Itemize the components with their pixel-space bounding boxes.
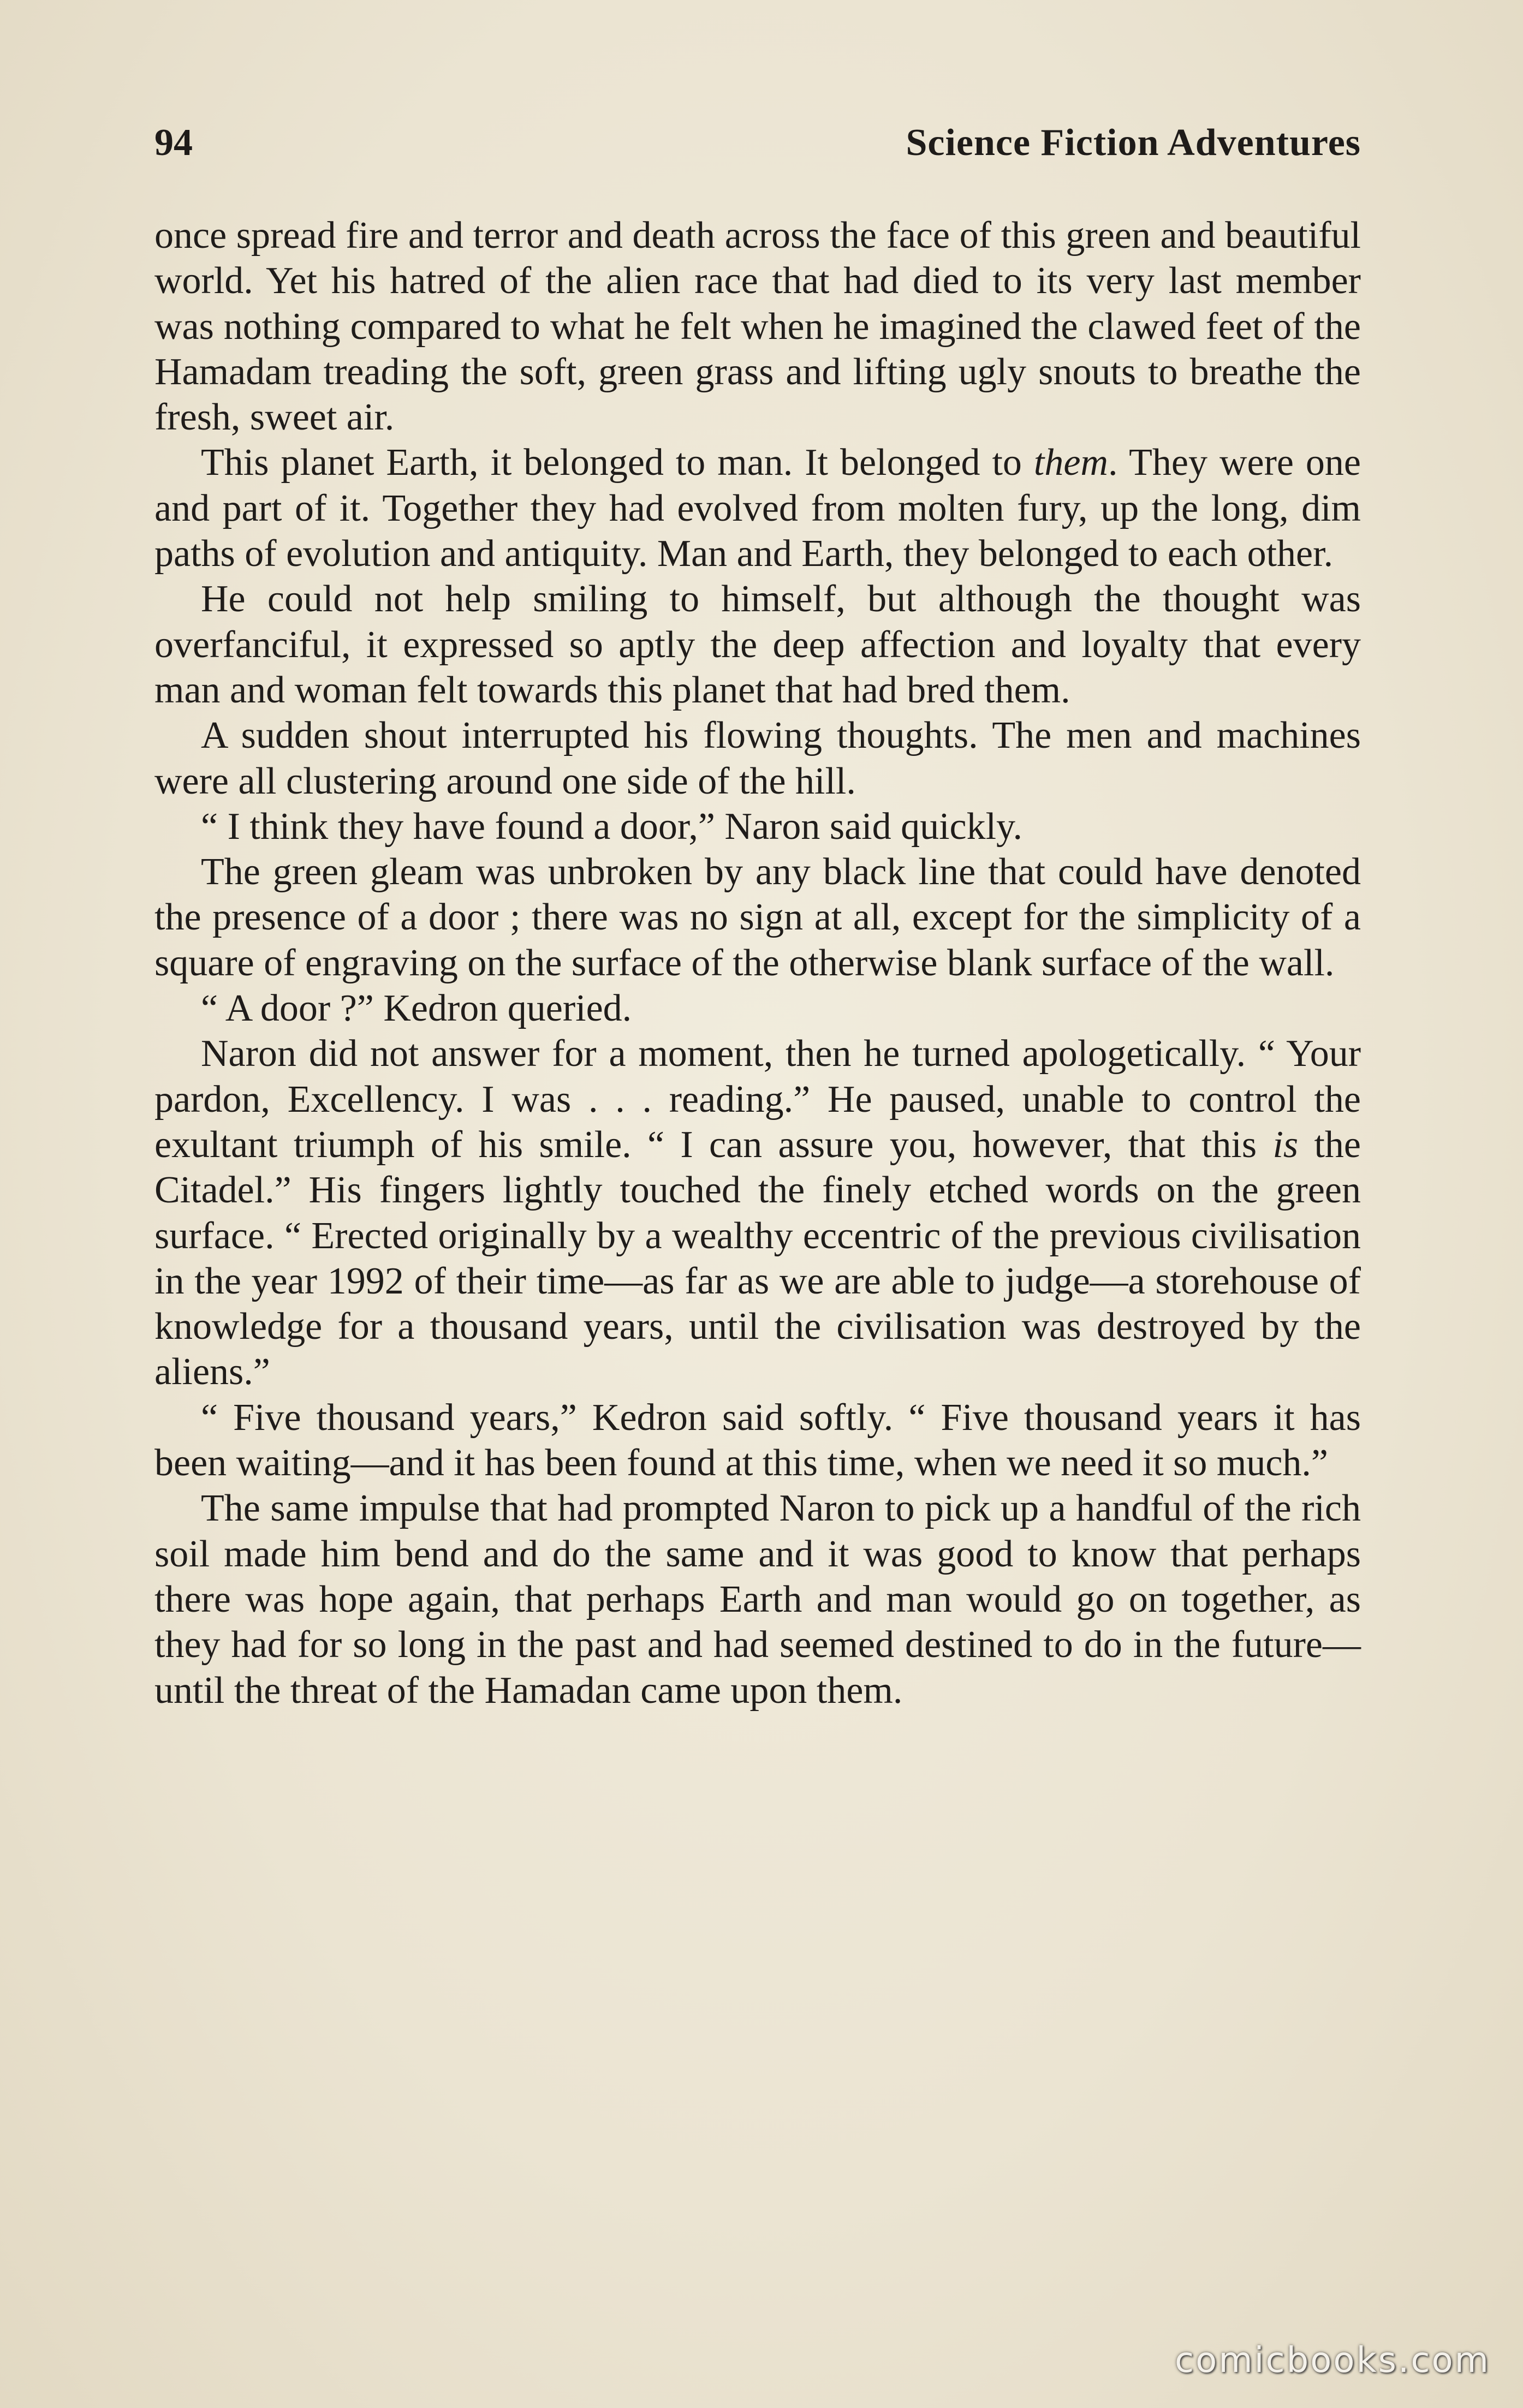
body-text <box>154 213 1361 1713</box>
page-number: 94 <box>154 122 193 164</box>
paragraph: This planet Earth, it belonged to man. It belonged to them. They were one and part of it. Together they had evolved from molten fury, up the long, dim paths of evolution and antiquity. Man and Earth, they belonged to each other. <box>154 442 1361 575</box>
running-title: Science Fiction Adventures <box>906 122 1361 164</box>
paragraph: The green gleam was unbroken by any black line that could have denoted the presence of a door ; there was no sign at all, except for the simplicity of a square of engraving on the surface of the otherwise blank surface of the wall. <box>154 851 1361 984</box>
page-header <box>154 121 1361 181</box>
paragraph: He could not help smiling to himself, but although the thought was overfanciful, it expressed so aptly the deep affection and loyalty that every man and woman felt towards this planet that had bred them. <box>154 578 1361 711</box>
paragraph: A sudden shout interrupted his flowing thoughts. The men and machines were all clustering around one side of the hill. <box>154 714 1361 802</box>
paragraph: “ A door ?” Kedron queried. <box>201 987 632 1030</box>
paragraph: once spread fire and terror and death across the face of this green and beautiful world. Yet his hatred of the alien race that had died to its very last member was nothing compared to what he felt when he imagined the clawed feet of the Hamadam treading the soft, green grass and lifting ugly snouts to breathe the fresh, sweet air. <box>154 214 1361 439</box>
paragraph: The same impulse that had prompted Naron to pick up a handful of the rich soil made him bend and do the same and it was good to know that perhaps there was hope again, that perhaps Earth and man would go on together, as they had for so long in the past and had seemed destined to do in the future—until the threat of the Hamadan came upon them. <box>154 1487 1361 1712</box>
paragraph: “ Five thousand years,” Kedron said softly. “ Five thousand years it has been waiting—and it has been found at this time, when we need it so much.” <box>154 1396 1361 1485</box>
paragraph: “ I think they have found a door,” Naron said quickly. <box>201 805 1022 848</box>
watermark-text: comicbooks.com <box>1174 2340 1490 2381</box>
paragraph: Naron did not answer for a moment, then he turned apologetically. “ Your pardon, Excellency. I was . . . reading.” He paused, unable to control the exultant triumph of his smile. “ I can assure you, however, that this is the Citadel.” His fingers lightly touched the finely etched words on the green surface. “ Erected originally by a wealthy eccentric of the previous civilisation in the year 1992 of their time—as far as we are able to judge—a storehouse of knowledge for a thousand years, until the civilisation was destroyed by the aliens.” <box>154 1033 1361 1393</box>
